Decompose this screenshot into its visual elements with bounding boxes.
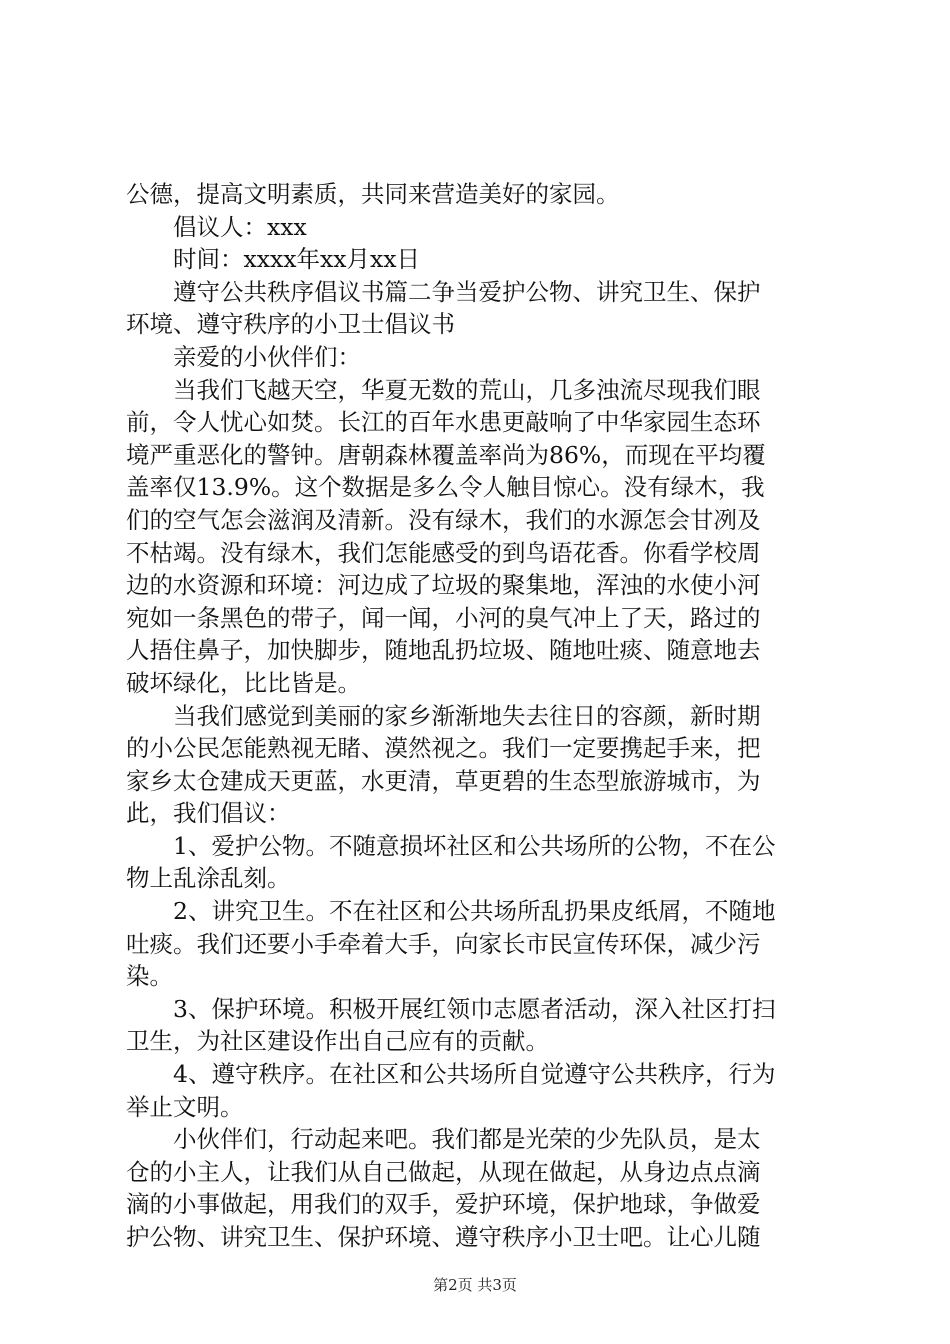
text-line: 亲爱的小伙伴们： [126,342,361,371]
text-line: 人捂住鼻子，加快脚步，随地乱扔垃圾、随地吐痰、随意地去 [126,636,761,665]
text-line: 当我们感觉到美丽的家乡渐渐地失去往日的容颜，新时期 [126,701,761,730]
text-line: 物上乱涂乱刻。 [126,864,291,893]
page-footer [0,1275,950,1295]
text-line: 2、讲究卫生。不在社区和公共场所乱扔果皮纸屑，不随地 [126,897,776,926]
text-line: 公德，提高文明素质，共同来营造美好的家园。 [126,180,620,208]
text-line: 不枯竭。没有绿木，我们怎能感受的到鸟语花香。你看学校周 [126,538,761,567]
text-line: 3、保护环境。积极开展红领巾志愿者活动，深入社区打扫 [126,994,776,1023]
text-line: 吐痰。我们还要小手牵着大手，向家长市民宣传环保，减少污 [126,929,761,958]
text-line: 1、爱护公物。不随意损坏社区和公共场所的公物，不在公 [126,831,776,860]
text-line: 家乡太仓建成天更蓝，水更清，草更碧的生态型旅游城市，为 [126,766,761,795]
text-line: 举止文明。 [126,1092,244,1121]
text-line: 护公物、讲究卫生、保护环境、遵守秩序小卫士吧。让心儿随 [126,1223,761,1251]
text-line: 遵守公共秩序倡议书篇二争当爱护公物、讲究卫生、保护 [126,277,761,306]
text-line: 的小公民怎能熟视无睹、漠然视之。我们一定要携起手来，把 [126,734,761,763]
text-line: 们的空气怎会滋润及清新。没有绿木，我们的水源怎会甘冽及 [126,505,761,534]
text-line: 4、遵守秩序。在社区和公共场所自觉遵守公共秩序，行为 [126,1060,776,1089]
text-line: 仓的小主人，让我们从自己做起，从现在做起，从身边点点滴 [126,1157,761,1186]
document-body [126,178,806,1254]
text-line: 染。 [126,962,173,991]
text-line: 当我们飞越天空，华夏无数的荒山，几多浊流尽现我们眼 [126,375,761,404]
text-line: 环境、遵守秩序的小卫士倡议书 [126,310,455,339]
text-line: 破坏绿化，比比皆是。 [126,668,361,697]
text-line: 此，我们倡议： [126,799,291,828]
text-line: 小伙伴们，行动起来吧。我们都是光荣的少先队员，是太 [126,1125,761,1154]
text-line: 前，令人忧心如焚。长江的百年水患更敲响了中华家园生态环 [126,408,761,437]
text-line: 时间：xxxx年xx月xx日 [126,245,421,274]
text-line: 境严重恶化的警钟。唐朝森林覆盖率尚为86%，而现在平均覆 [126,440,766,469]
text-line: 卫生，为社区建设作出自己应有的贡献。 [126,1027,549,1056]
text-line: 盖率仅13.9%。这个数据是多么令人触目惊心。没有绿木，我 [126,473,765,502]
text-line: 滴的小事做起，用我们的双手，爱护环境，保护地球，争做爱 [126,1190,761,1219]
text-line: 宛如一条黑色的带子，闻一闻，小河的臭气冲上了天，路过的 [126,603,761,632]
text-line: 倡议人：xxx [126,212,307,241]
text-line: 边的水资源和环境：河边成了垃圾的聚集地，浑浊的水使小河 [126,571,761,600]
page-number: 第2页 共3页 [433,1276,517,1294]
